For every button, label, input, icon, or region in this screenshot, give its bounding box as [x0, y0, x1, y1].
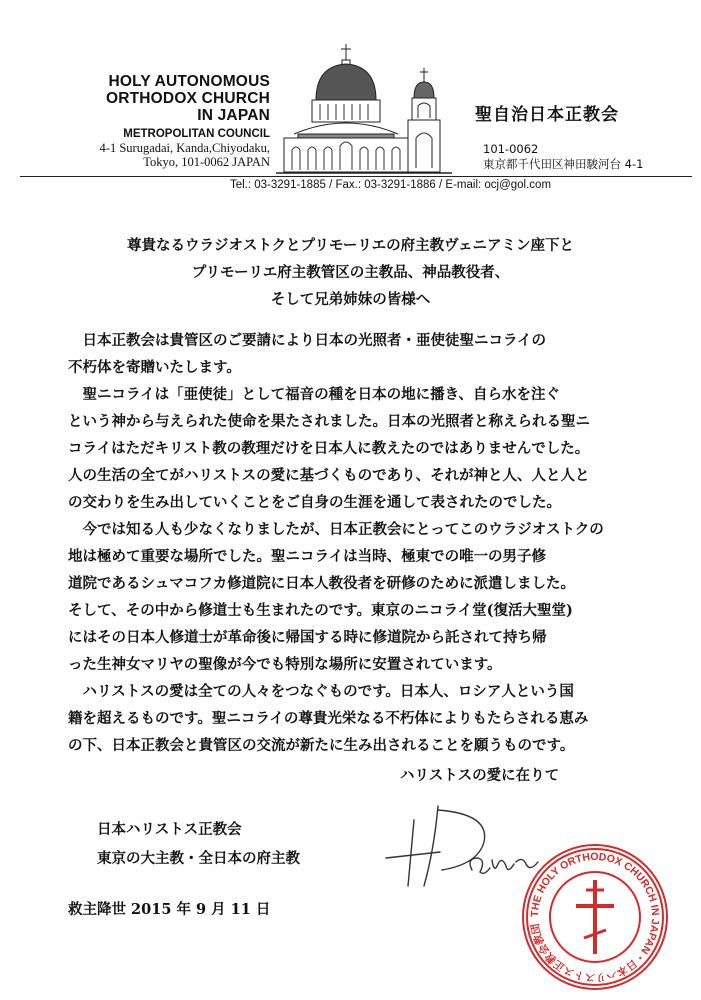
body-line-4: という神から与えられた使命を果たされました。日本の光照者と称えられる聖ニ — [68, 413, 590, 430]
body-line-9: 地は極めて重要な場所でした。聖ニコライは当時、極東での唯一の男子修 — [68, 548, 547, 565]
body-line-12: にはその日本人修道士が革命後に帰国する時に修道院から託されて持ち帰 — [68, 629, 547, 646]
body-line-1: 日本正教会は貴管区のご要請により日本の光照者・亜使徒聖ニコライの — [68, 332, 547, 349]
signatory-org: 日本ハリストス正教会 — [97, 821, 242, 838]
body-line-10: 道院であるシュマコフカ修道院に日本人教役者を研修のために派遣しました。 — [68, 575, 576, 592]
cathedral-illustration — [276, 42, 456, 176]
body-line-5: コライはただキリスト教の教理だけを日本人に教えたのではありませんでした。 — [68, 440, 590, 457]
postal-code-jp: 101-0062 — [483, 142, 539, 156]
body-line-2: 不朽体を寄贈いたします。 — [68, 359, 241, 376]
address-en-line-2: Tokyo, 101-0062 JAPAN — [143, 155, 270, 169]
address-jp — [483, 142, 643, 172]
letter-date: 救主降世 2015 年 9 月 11 日 — [68, 901, 271, 918]
letterhead-divider — [20, 176, 692, 177]
org-name-en-line-1: HOLY AUTONOMOUS — [108, 73, 270, 90]
body-line-8: 今では知る人も少なくなりましたが、日本正教会にとってこのウラジオストクの — [68, 521, 604, 538]
org-name-en-line-2: ORTHODOX CHURCH — [105, 90, 270, 107]
council-name-en: METROPOLITAN COUNCIL — [123, 128, 270, 140]
letter-body — [68, 327, 688, 759]
salutation-line-2: プリモーリエ府主教管区の主教品、神品教役者、 — [191, 264, 510, 281]
salutation — [0, 232, 701, 313]
body-line-11: そして、その中から修道士も生まれたのです。東京のニコライ堂(復活大聖堂) — [68, 602, 573, 619]
seal-text-path: THE HOLY ORTHODOX CHURCH IN JAPAN・日本ハリストス正教会教団 — [528, 850, 662, 984]
body-line-16: の下、日本正教会と貴管区の交流が新たに生み出されることを願うものです。 — [68, 737, 575, 754]
church-seal — [520, 842, 670, 992]
address-en-line-1: 4-1 Surugadai, Kanda,Chiyodaku, — [99, 141, 270, 155]
signatory-title: 東京の大主教・全日本の府主教 — [97, 850, 300, 867]
salutation-line-3: そして兄弟姉妹の皆様へ — [270, 291, 431, 308]
org-name-en-line-3: IN JAPAN — [197, 107, 270, 124]
org-name-jp: 聖自治日本正教会 — [475, 105, 619, 125]
body-line-14: ハリストスの愛は全ての人々をつなぐものです。日本人、ロシア人という国 — [68, 683, 574, 700]
body-line-13: った生神女マリヤの聖像が今でも特別な場所に安置されています。 — [68, 656, 502, 673]
contact-line: Tel.: 03-3291-1885 / Fax.: 03-3291-1886 / E-mail: ocj@gol.com — [229, 179, 552, 191]
body-line-3: 聖ニコライは「亜使徒」として福音の種を日本の地に播き、自ら水を注ぐ — [68, 386, 560, 403]
signatory-block — [97, 815, 300, 873]
street-address-jp: 東京都千代田区神田駿河台 4-1 — [483, 157, 644, 171]
body-line-15: 籍を超えるものです。聖ニコライの尊貴光栄なる不朽体によりもたらされる恵み — [68, 710, 589, 727]
closing-phrase: ハリストスの愛に在りて — [400, 767, 560, 784]
letterhead-english — [0, 73, 270, 169]
body-line-6: 人の生活の全てがハリストスの愛に基づくものであり、それが神と人、人と人と — [68, 467, 590, 484]
body-line-7: の交わりを生み出していくことをご自身の生涯を通して表されたのでした。 — [68, 494, 561, 511]
salutation-line-1: 尊貴なるウラジオストクとプリモーリエの府主教ヴェニアミン座下と — [126, 237, 575, 254]
